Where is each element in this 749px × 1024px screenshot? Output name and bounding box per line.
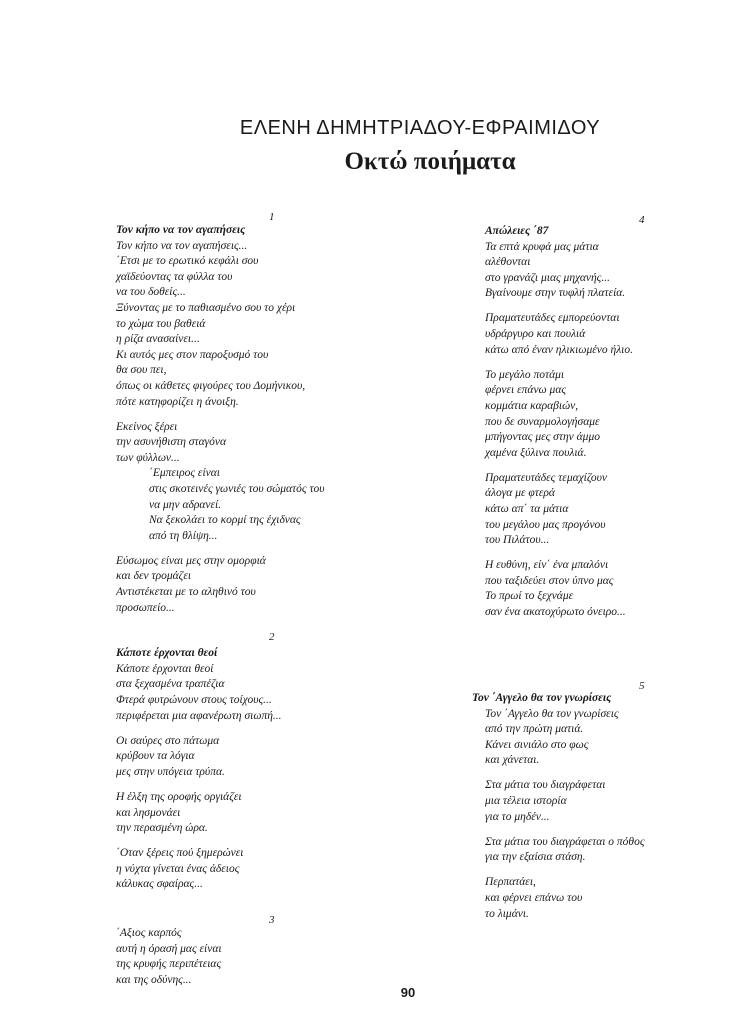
poem-line: Κάποτε έρχονται θεοί: [116, 662, 214, 675]
poem-line: Πραματευτάδες τεμαχίζουν: [485, 471, 608, 484]
stanza: [116, 554, 386, 616]
poem-line: και της οδύνης...: [116, 973, 192, 986]
poem-line: κάτω από έναν ηλικιωμένο ήλιο.: [485, 343, 633, 356]
poem-line: Εκείνος ξέρει: [116, 420, 178, 433]
poem-line: ΄Ετσι με το ερωτικό κεφάλι σου: [116, 255, 259, 268]
poem-line: ΄Εμπειρος είναι: [149, 467, 220, 480]
stanza: [116, 913, 386, 988]
poem-line: χαμένα ξύλινα πουλιά.: [485, 446, 587, 459]
poem-line: Η ευθύνη, είν΄ ένα μπαλόνι: [485, 559, 609, 572]
poem-line: περιφέρεται μια αφανέρωτη σιωπή...: [116, 709, 282, 722]
poem-1: [116, 210, 386, 616]
right-column-lower: [472, 679, 682, 922]
stanza: [116, 734, 386, 781]
poem-line: κάλυκας σφαίρας...: [116, 878, 203, 891]
poem-line: ΄Αξιος καρπός: [116, 927, 182, 940]
stanza: [485, 471, 685, 549]
stanza: [485, 778, 682, 825]
right-column: [485, 213, 685, 621]
stanza: [116, 846, 386, 893]
stanza: [116, 790, 386, 837]
poem-line: ΄Οταν ξέρεις πού ξημερώνει: [116, 847, 244, 860]
poem-line: το χώμα του βαθειά: [116, 317, 206, 330]
poem-line: κάτω απ΄ τα μάτια: [485, 503, 569, 515]
poem-line: του Πιλάτου...: [485, 534, 550, 547]
poem-line: να του δοθείς...: [116, 286, 186, 299]
poem-line: αλέθονται: [485, 256, 531, 269]
poem-line: Τον κήπο να τον αγαπήσεις...: [116, 239, 248, 252]
poem-line: για την εξαίσια στάση.: [485, 851, 586, 864]
author-name: ΕΛΕΝΗ ΔΗΜΗΤΡΙΑΔΟΥ-ΕΦΡΑΙΜΙΔΟΥ: [239, 117, 601, 139]
poem-line: και δεν τρομάζει: [116, 570, 192, 583]
poem-line: του μεγάλου μας προγόνου: [485, 518, 606, 531]
poem-line: Το μεγάλο ποτάμι: [485, 368, 565, 381]
poem-title: Τον κήπο να τον αγαπήσεις: [116, 224, 246, 236]
poem-line: που δε συναρμολογήσαμε: [485, 415, 600, 428]
poem-line: αυτή η όρασή μας είναι: [116, 942, 222, 955]
poem-line: Το πρωί το ξεχνάμε: [485, 590, 574, 603]
poem-line: σαν ένα ακατοχύρωτο όνειρο...: [485, 606, 626, 619]
poem-line: η ρίζα ανασαίνει...: [116, 333, 200, 346]
stanza: [116, 466, 386, 544]
stanza: [116, 420, 386, 467]
poem-number: 4: [639, 214, 645, 226]
poem-body: [472, 707, 682, 923]
poem-line: το λιμάνι.: [485, 907, 529, 920]
poem-line: μπήγοντας μες στην άμμο: [485, 431, 600, 444]
poem-title: Τον ΄Αγγελο θα τον γνωρίσεις: [472, 692, 612, 704]
stanza: [485, 558, 685, 620]
poem-line: να μην αδρανεί.: [149, 498, 222, 511]
poem-line: της κρυφής περιπέτειας: [116, 958, 222, 971]
poem-5: [472, 679, 682, 922]
left-column: [116, 210, 386, 988]
poem-line: Τον ΄Αγγελο θα τον γνωρίσεις: [485, 707, 619, 720]
poem-line: Φτερά φυτρώνουν στους τοίχους...: [116, 694, 272, 707]
poem-line: μια τέλεια ιστορία: [485, 795, 567, 808]
poem-3: [116, 913, 386, 988]
poem-title: Απώλειες ΄87: [485, 225, 549, 237]
poem-number: 2: [269, 631, 275, 644]
poem-line: κρύβουν τα λόγια: [116, 750, 195, 763]
poem-line: Εύσωμος είναι μες στην ομορφιά: [116, 554, 266, 567]
poem-line: φέρνει επάνω μας: [485, 384, 567, 397]
poem-line: Ξύνοντας με το παθιασμένο σου το χέρι: [116, 301, 296, 314]
stanza: [485, 311, 685, 358]
stanza: [485, 835, 682, 866]
stanza: [116, 662, 386, 724]
poem-line: άλογα με φτερά: [485, 487, 555, 500]
poem-line: η νύχτα γίνεται ένας άδειος: [116, 862, 240, 875]
poem-2: [116, 630, 386, 893]
stanza: [485, 707, 682, 769]
stanza: [116, 239, 386, 411]
poem-line: που ταξιδεύει στον ύπνο μας: [485, 574, 614, 587]
poem-line: Περπατάει,: [485, 876, 536, 889]
poem-line: Τα επτά κρυφά μας μάτια: [485, 240, 599, 253]
poem-line: και χάνεται.: [485, 754, 540, 767]
poem-line: Η έλξη της οροφής οργιάζει: [116, 791, 242, 803]
poem-line: την περασμένη ώρα.: [116, 822, 208, 835]
stanza: [485, 240, 685, 302]
poem-line: από την πρώτη ματιά.: [485, 723, 584, 736]
poem-title: Κάποτε έρχονται θεοί: [116, 647, 218, 660]
poem-line: χαϊδεύοντας τα φύλλα του: [116, 270, 233, 283]
poem-line: για το μηδέν...: [485, 810, 550, 823]
poem-line: στα ξεχασμένα τραπέζια: [116, 678, 225, 691]
poem-line: στις σκοτεινές γωνιές του σώματός του: [149, 483, 325, 495]
poem-line: προσωπείο...: [116, 601, 175, 614]
poem-line: από τη θλίψη...: [149, 529, 218, 542]
poem-line: κομμάτια καραβιών,: [485, 399, 579, 412]
poem-line: Στα μάτια του διαγράφεται: [485, 779, 606, 792]
stanza: [485, 368, 685, 462]
poem-line: Πραματευτάδες εμπορεύονται: [485, 312, 620, 325]
poem-number: 3: [269, 914, 275, 927]
poem-line: και φέρνει επάνω του: [485, 892, 583, 905]
poem-line: την ασυνήθιστη σταγόνα: [116, 436, 227, 449]
poem-line: πότε κατηφορίζει η άνοιξη.: [116, 395, 239, 408]
poem-line: Να ξεκολάει το κορμί της έχιδνας: [149, 514, 301, 527]
poem-line: Κάνει σινιάλο στο φως: [485, 738, 589, 751]
poem-number: 5: [639, 680, 645, 692]
poem-line: Αντιστέκεται με το αληθινό του: [116, 586, 256, 599]
page-title: Οκτώ ποιήματα: [344, 148, 516, 175]
poem-4: [485, 213, 685, 621]
stanza: [485, 875, 682, 922]
poem-line: στο γρανάζι μιας μηχανής...: [485, 271, 610, 284]
poem-line: Οι σαύρες στο πάτωμα: [116, 734, 220, 747]
poem-line: των φύλλων...: [116, 451, 180, 464]
poem-line: μες στην υπόγεια τρύπα.: [116, 765, 225, 778]
poem-line: Βγαίνουμε στην τυφλή πλατεία.: [485, 287, 626, 300]
poem-line: θα σου πει,: [116, 364, 167, 377]
poem-line: Κι αυτός μες στον παροξυσμό του: [116, 348, 269, 361]
poem-line: και λησμονάει: [116, 806, 181, 819]
poem-number: 1: [269, 211, 275, 223]
poem-line: υδράργυρο και πουλιά: [485, 328, 586, 341]
page-number: 90: [400, 985, 416, 1000]
poem-line: Στα μάτια του διαγράφεται ο πόθος: [485, 835, 645, 848]
poem-line: όπως οι κάθετες φιγούρες του Δομήνικου,: [116, 379, 306, 392]
